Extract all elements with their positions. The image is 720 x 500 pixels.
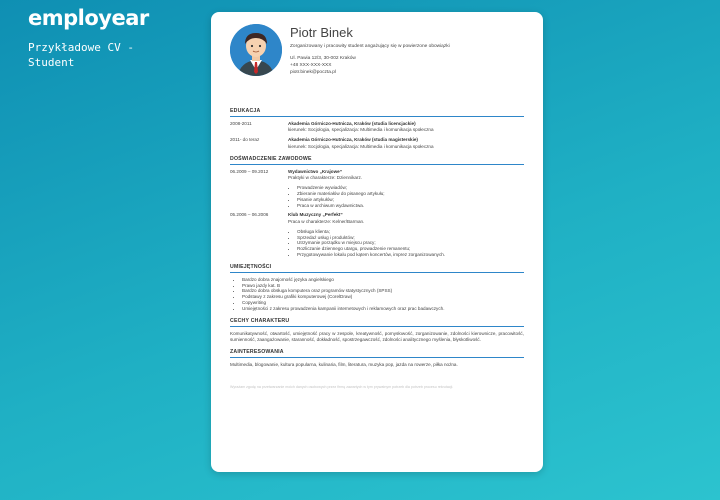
list-item: • Sprzedaż usług i produktów; bbox=[297, 235, 524, 241]
education-school: Akademia Górniczo-Hutnicza, Kraków (studia licencjackie) bbox=[288, 121, 416, 126]
contact-details bbox=[290, 55, 450, 76]
cv-header bbox=[230, 22, 524, 102]
section-title-experience: DOŚWIADCZENIE ZAWODOWE bbox=[230, 156, 524, 165]
list-item: • Utrzymanie porządku w miejscu pracy; bbox=[297, 240, 524, 246]
list-item: • Zbieranie materiałów do pisanego artykułu; bbox=[297, 191, 524, 197]
section-title-skills: UMIEJĘTNOŚCI bbox=[230, 264, 524, 273]
list-item: • Bardzo dobra obsługa komputera oraz programów statystycznych (SPSS) bbox=[242, 288, 524, 294]
brand-logo[interactable]: employear bbox=[28, 6, 149, 30]
experience-entry bbox=[230, 169, 524, 209]
list-item: • Rozliczanie dziennego utargu, prowadzenie remanentu; bbox=[297, 246, 524, 252]
cv-template-title: Przykładowe CV - Student bbox=[28, 41, 134, 69]
skills-list bbox=[230, 277, 524, 312]
experience-role: Praca w charakterze: Kelner/Barman. bbox=[288, 218, 365, 224]
experience-company: Wydawnictwo „Krajowe” bbox=[288, 168, 343, 174]
avatar-illustration-icon bbox=[230, 24, 282, 76]
list-item: • Obsługa klienta; bbox=[297, 229, 524, 235]
experience-duties bbox=[288, 185, 524, 208]
experience-role: Praktyki w charakterze: Dziennikarz. bbox=[288, 175, 363, 181]
education-detail: kierunek: Socjologia, specjalizacja: Multimedia i komunikacja społeczna bbox=[288, 127, 434, 133]
list-item: • Praca w archiwum wydawnictwa. bbox=[297, 203, 524, 209]
experience-duties bbox=[288, 229, 524, 258]
education-date: 2011- do teraz bbox=[230, 137, 260, 143]
interests-text: Multimedia, blogowanie, kultura popularna, kulinaria, film, literatura, muzyka pop, jazda na rowerze, piłka nożna. bbox=[230, 362, 458, 368]
list-item: • Umiejętności z zakresu prowadzenia kampanii internetowych i reklamowych oraz prac badawczych. bbox=[242, 306, 524, 312]
candidate-tagline: Zorganizowany i pracowity student angażujący się w powierzone obowiązki bbox=[290, 44, 450, 49]
section-title-interests: ZAINTERESOWANIA bbox=[230, 349, 524, 358]
cv-header-info bbox=[290, 22, 450, 102]
list-item: • Prowadzenie wywiadów; bbox=[297, 185, 524, 191]
education-entry bbox=[230, 121, 524, 133]
experience-date: 06.2009 – 09.2012 bbox=[230, 168, 269, 174]
experience-entry bbox=[230, 212, 524, 257]
section-title-education: EDUKACJA bbox=[230, 108, 524, 117]
education-date: 2008-2011 bbox=[230, 121, 252, 126]
list-item: • Bardzo dobra znajomość języka angielskiego bbox=[242, 277, 524, 283]
list-item: • Pisanie artykułów; bbox=[297, 197, 524, 203]
candidate-name: Piotr Binek bbox=[290, 25, 353, 40]
cv-document bbox=[211, 12, 543, 472]
list-item: • Podstawy z zakresu grafiki komputerowej (CorelDraw) bbox=[242, 294, 524, 300]
education-entry bbox=[230, 137, 524, 149]
gdpr-consent-note: Wyrażam zgodę na przetwarzanie moich danych osobowych przez firmę zawartych w tym prywatnym potrzeb dla potrzeb procesu rekrutacji. bbox=[230, 384, 454, 389]
education-school: Akademia Górniczo-Hutnicza, Kraków (studia magisterskie) bbox=[288, 137, 418, 143]
contact-phone: +48 XXX-XXX-XXX bbox=[290, 63, 332, 68]
contact-address: Ul. Pawia 12/3, 30-002 Kraków bbox=[290, 56, 356, 61]
experience-company: Klub Muzyczny „Perfekt” bbox=[288, 212, 343, 218]
education-detail: kierunek: Socjologia, specjalizacja: Multimedia i komunikacja społeczna bbox=[288, 143, 434, 149]
list-item: • Copywriting bbox=[242, 300, 524, 306]
traits-text: Komunikatywność, otwartość, umiejętność pracy w zespole, kreatywność, pomysłowość, zorganizowanie, zdolności kierownicze, pracowitość, sumienność, zaangażowanie, staranność, dokładność, spostrzegawczość, zdolności analitycznego myślenia, błyskotliwość. bbox=[230, 330, 524, 342]
list-item: • Przygotowywanie lokalu pod kątem koncertów, imprez zorganizowanych. bbox=[297, 252, 524, 258]
section-title-traits: CECHY CHARAKTERU bbox=[230, 318, 524, 327]
list-item: • Prawo jazdy kat. B bbox=[242, 283, 524, 289]
experience-date: 05.2006 – 06.2006 bbox=[230, 212, 269, 218]
contact-email: piotr.binek@poczta.pl bbox=[290, 70, 336, 75]
profile-photo bbox=[230, 24, 282, 76]
